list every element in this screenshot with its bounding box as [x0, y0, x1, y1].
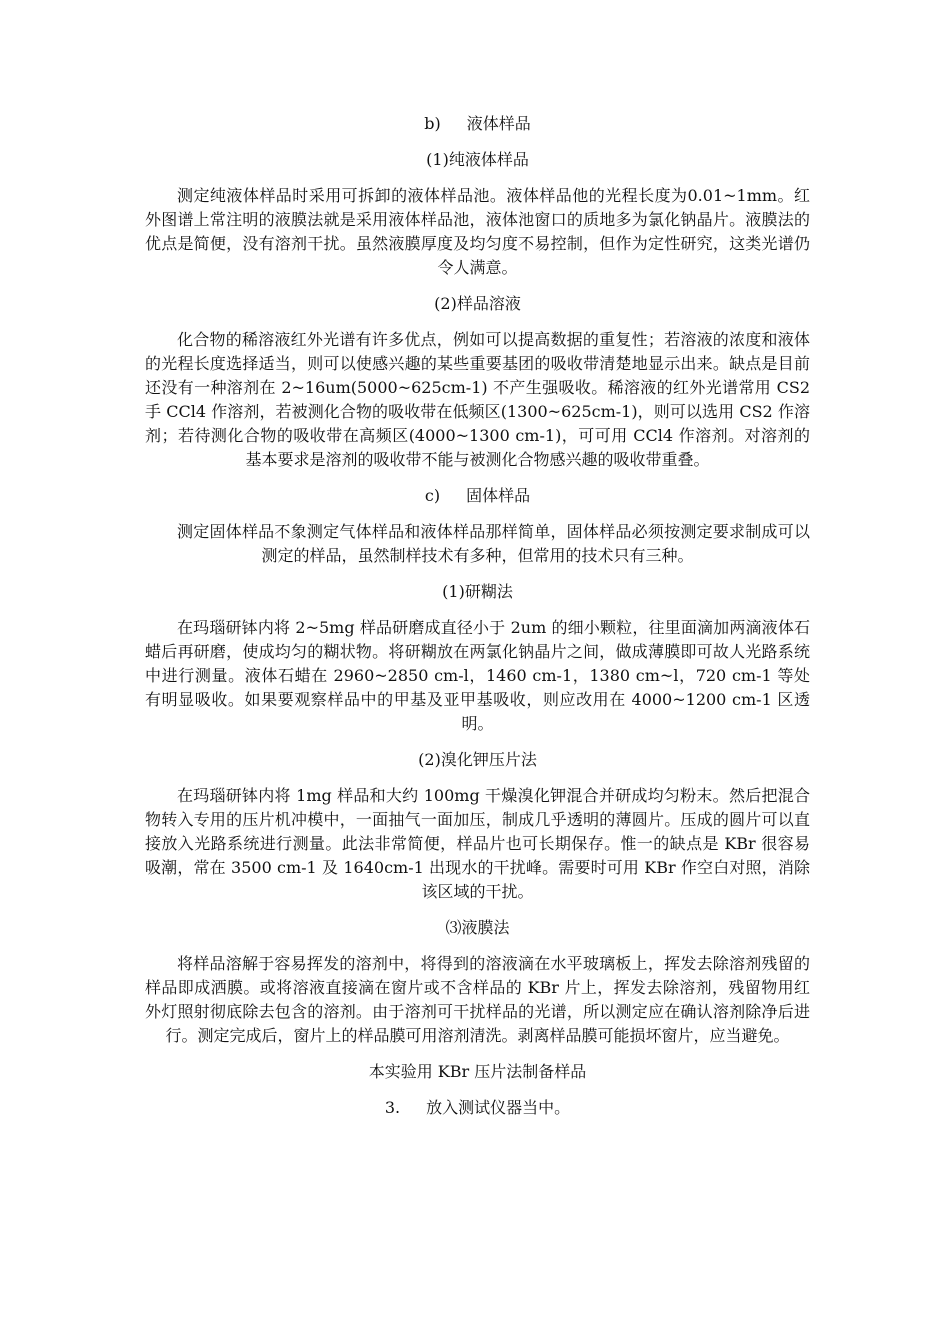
section-heading-solid-samples [145, 484, 810, 508]
section-title: 固体样品 [466, 486, 531, 505]
paragraph-kbr-pellet: 在玛瑙研钵内将 1mg 样品和大约 100mg 干燥溴化钾混合并研成均匀粉末。然后把混合物转入专用的压片机冲模中，一面抽气一面加压，制成几乎透明的薄圆片。压成的圆片可以直接放入光路系统进行测量。此法非常简便，样品片也可长期保存。惟一的缺点是 KBr 很容易吸潮，常在 3500 cm-1 及 1640cm-1 出现水的干扰峰。需要时可用 KBr 作空白对照，消除该区域的干扰。 [145, 786, 810, 901]
section-heading-liquid-samples [145, 112, 810, 136]
subsection-heading-mull-method: (1)研糊法 [442, 582, 513, 601]
paragraph-mull-method: 在玛瑙研钵内将 2~5mg 样品研磨成直径小于 2um 的细小颗粒，往里面滴加两滴液体石蜡后再研磨，使成均匀的糊状物。将研糊放在两氯化钠晶片之间，做成薄膜即可故人光路系统中进行测量。液体石蜡在 2960~2850 cm-l，1460 cm-1，1380 cm~l，720 cm-1 等处有明显吸收。如果要观察样品中的甲基及亚甲基吸收，则应改用在 4000~1200 cm-1 区透明。 [145, 618, 810, 733]
section-number: c) [424, 486, 441, 505]
document-body [145, 112, 810, 1132]
paragraph-pure-liquid: 测定纯液体样品时采用可拆卸的液体样品池。液体样品他的光程长度为0.01~1mm。红外图谱上常注明的液膜法就是采用液体样品池，液体池窗口的质地多为氯化钠晶片。液膜法的优点是简便，没有溶剂干扰。虽然液膜厚度及均匀度不易控制，但作为定性研究，这类光谱仍令人满意。 [145, 186, 810, 277]
step-number: 3. [384, 1098, 401, 1117]
paragraph-film-method: 将样品溶解于容易挥发的溶剂中，将得到的溶液滴在水平玻璃板上，挥发去除溶剂残留的样品即成洒膜。或将溶液直接滴在窗片或不含样品的 KBr 片上，挥发去除溶剂，残留物用红外灯照射彻底除去包含的溶剂。由于溶剂可干扰样品的光谱，所以测定应在确认溶剂除净后进行。测定完成后，窗片上的样品膜可用溶剂清洗。剥离样品膜可能损坏窗片，应当避免。 [145, 954, 810, 1045]
subsection-heading-kbr-pellet: (2)溴化钾压片法 [418, 750, 537, 769]
paragraph-sample-solution: 化合物的稀溶液红外光谱有许多优点，例如可以提高数据的重复性；若溶液的浓度和液体的光程长度选择适当，则可以使感兴趣的某些重要基团的吸收带清楚地显示出来。缺点是目前还没有一种溶剂在 2~16um(5000~625cm-1) 不产生强吸收。稀溶液的红外光谱常用 CS2 手 CCl4 作溶剂，若被测化合物的吸收带在低频区(1300~625cm-1)，则可以选用 CS2 作溶剂；若待测化合物的吸收带在高频区(4000~1300 cm-1)，可可用 CCl4 作溶剂。对溶剂的基本要求是溶剂的吸收带不能与被测化合物感兴趣的吸收带重叠。 [145, 330, 810, 469]
summary-line: 本实验用 KBr 压片法制备样品 [368, 1062, 587, 1081]
subsection-heading-pure-liquid: (1)纯液体样品 [426, 150, 529, 169]
subsection-heading-film-method: ⑶液膜法 [445, 918, 510, 937]
step-title: 放入测试仪器当中。 [426, 1098, 571, 1117]
paragraph-solid-samples: 测定固体样品不象测定气体样品和液体样品那样简单，固体样品必须按测定要求制成可以测定的样品，虽然制样技术有多种，但常用的技术只有三种。 [177, 522, 810, 565]
step-heading-3 [145, 1096, 810, 1120]
section-title: 液体样品 [466, 114, 531, 133]
subsection-heading-sample-solution: (2)样品溶液 [434, 294, 521, 313]
section-number: b) [424, 114, 441, 133]
